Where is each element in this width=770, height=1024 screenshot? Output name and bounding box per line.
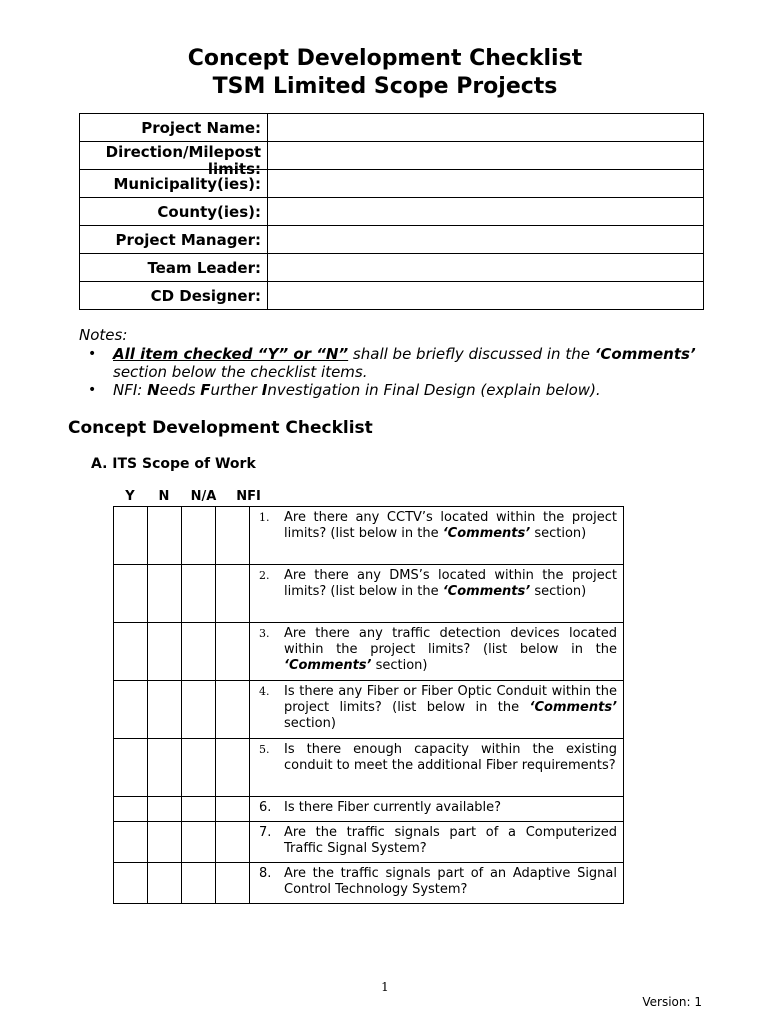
checkbox-y[interactable] <box>114 739 148 797</box>
county-row <box>80 198 704 226</box>
bullet-icon: • <box>88 346 97 362</box>
checkbox-n[interactable] <box>148 739 182 797</box>
note-2-text: NFI: Needs Further Investigation in Final Design (explain below). <box>113 381 601 399</box>
cd-designer-row <box>80 282 704 310</box>
section-title: Concept Development Checklist <box>68 418 373 438</box>
checklist-row <box>114 681 624 739</box>
checklist-question: 1. Are there any CCTV’s located within the project limits? (list below in the ‘Comments’ section) <box>250 507 624 565</box>
checklist-row <box>114 822 624 863</box>
checkbox-nfi[interactable] <box>216 797 250 822</box>
project-manager-field[interactable] <box>268 226 704 254</box>
checkbox-na[interactable] <box>182 739 216 797</box>
cd-designer-field[interactable] <box>268 282 704 310</box>
checkbox-nfi[interactable] <box>216 507 250 565</box>
project-manager-row <box>80 226 704 254</box>
checkbox-y[interactable] <box>114 507 148 565</box>
column-header-na: N/A <box>190 489 217 504</box>
checklist-row <box>114 863 624 904</box>
direction-milepost-label: Direction/Milepost limits: <box>80 142 268 170</box>
bullet-icon: • <box>88 382 97 398</box>
team-leader-field[interactable] <box>268 254 704 282</box>
its-checklist-table <box>113 506 624 904</box>
checkbox-n[interactable] <box>148 623 182 681</box>
checklist-row <box>114 739 624 797</box>
checkbox-na[interactable] <box>182 797 216 822</box>
checkbox-n[interactable] <box>148 863 182 904</box>
municipality-label: Municipality(ies): <box>80 170 268 198</box>
checklist-row <box>114 797 624 822</box>
document-title: Concept Development Checklist <box>187 46 583 71</box>
checkbox-n[interactable] <box>148 565 182 623</box>
column-header-nfi: NFI <box>236 489 261 504</box>
checkbox-na[interactable] <box>182 822 216 863</box>
checklist-question: 8. Are the traffic signals part of an Adaptive Signal Control Technology System? <box>250 863 624 904</box>
version-label: Version: 1 <box>642 995 702 1009</box>
checkbox-na[interactable] <box>182 681 216 739</box>
municipality-field[interactable] <box>268 170 704 198</box>
checkbox-na[interactable] <box>182 863 216 904</box>
checkbox-n[interactable] <box>148 797 182 822</box>
checkbox-y[interactable] <box>114 565 148 623</box>
project-name-row <box>80 114 704 142</box>
checkbox-nfi[interactable] <box>216 623 250 681</box>
checkbox-nfi[interactable] <box>216 822 250 863</box>
checkbox-y[interactable] <box>114 822 148 863</box>
project-manager-label: Project Manager: <box>80 226 268 254</box>
checklist-question: 2. Are there any DMS’s located within the project limits? (list below in the ‘Comments’ section) <box>250 565 624 623</box>
project-name-field[interactable] <box>268 114 704 142</box>
checklist-question: 6. Is there Fiber currently available? <box>250 797 624 822</box>
checkbox-y[interactable] <box>114 797 148 822</box>
team-leader-row <box>80 254 704 282</box>
project-name-label: Project Name: <box>80 114 268 142</box>
subsection-title: A. ITS Scope of Work <box>91 456 256 472</box>
checkbox-y[interactable] <box>114 623 148 681</box>
checkbox-na[interactable] <box>182 623 216 681</box>
county-label: County(ies): <box>80 198 268 226</box>
checkbox-na[interactable] <box>182 565 216 623</box>
checklist-question: 7. Are the traffic signals part of a Computerized Traffic Signal System? <box>250 822 624 863</box>
document-subtitle: TSM Limited Scope Projects <box>212 74 558 99</box>
checklist-question: 3. Are there any traffic detection devices located within the project limits? (list below in the ‘Comments’ section) <box>250 623 624 681</box>
checkbox-na[interactable] <box>182 507 216 565</box>
direction-milepost-row <box>80 142 704 170</box>
checklist-question: 4. Is there any Fiber or Fiber Optic Conduit within the project limits? (list below in the ‘Comments’ section) <box>250 681 624 739</box>
checkbox-n[interactable] <box>148 507 182 565</box>
project-info-table <box>79 113 704 310</box>
checkbox-nfi[interactable] <box>216 565 250 623</box>
checklist-question: 5. Is there enough capacity within the existing conduit to meet the additional Fiber requirements? <box>250 739 624 797</box>
checkbox-n[interactable] <box>148 681 182 739</box>
cd-designer-label: CD Designer: <box>80 282 268 310</box>
column-header-y: Y <box>125 489 135 504</box>
checklist-row <box>114 565 624 623</box>
direction-milepost-field[interactable] <box>268 142 704 170</box>
county-field[interactable] <box>268 198 704 226</box>
checkbox-nfi[interactable] <box>216 863 250 904</box>
checkbox-n[interactable] <box>148 822 182 863</box>
checkbox-y[interactable] <box>114 681 148 739</box>
checkbox-nfi[interactable] <box>216 681 250 739</box>
municipality-row <box>80 170 704 198</box>
team-leader-label: Team Leader: <box>80 254 268 282</box>
page-number: 1 <box>381 980 389 994</box>
checkbox-y[interactable] <box>114 863 148 904</box>
checklist-row <box>114 623 624 681</box>
column-header-n: N <box>158 489 170 504</box>
notes-label: Notes: <box>79 326 128 344</box>
checklist-row <box>114 507 624 565</box>
checkbox-nfi[interactable] <box>216 739 250 797</box>
note-1-text: All item checked “Y” or “N” shall be briefly discussed in the ‘Comments’ section below the checklist items. <box>113 345 696 381</box>
